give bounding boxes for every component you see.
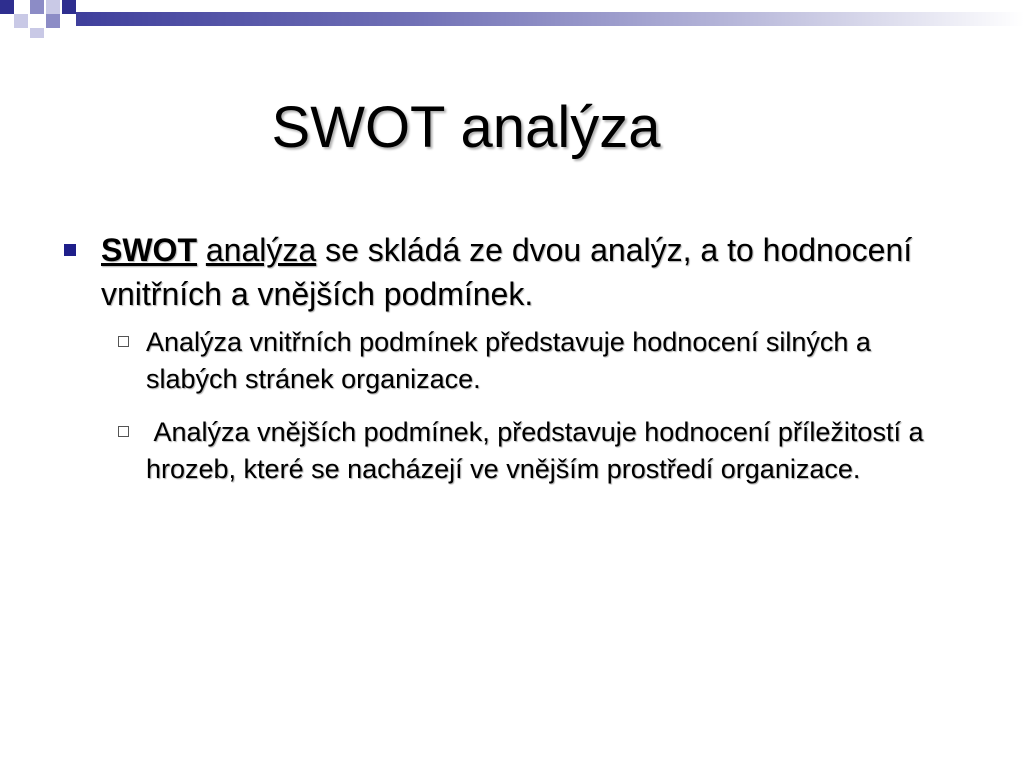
header-square-decoration bbox=[30, 28, 44, 38]
sub-bullet-text: Analýza vnitřních podmínek představuje hodnocení silných a slabých stránek organizace. bbox=[146, 327, 871, 394]
bullet-text: se skládá ze dvou analýz, a to hodnocení vnitřních a vnějších podmínek. bbox=[101, 232, 913, 312]
bullet-item-level2 bbox=[116, 324, 964, 398]
slide-body bbox=[64, 228, 964, 488]
header-square-decoration bbox=[0, 0, 14, 14]
header-square-decoration bbox=[14, 14, 28, 28]
hollow-square-icon bbox=[118, 426, 129, 437]
header-square-decoration bbox=[46, 14, 60, 28]
hollow-square-icon bbox=[118, 336, 129, 347]
slide-title: SWOT analýza bbox=[271, 95, 661, 160]
bullet-item-level1 bbox=[64, 228, 964, 316]
bullet-underlined-term: analýza bbox=[205, 232, 317, 268]
decorative-header-band bbox=[0, 0, 1024, 34]
bullet-bold-term: SWOT bbox=[101, 232, 197, 268]
header-gradient-bar bbox=[76, 12, 1024, 26]
filled-square-icon bbox=[64, 244, 76, 256]
header-square-decoration bbox=[30, 0, 44, 14]
header-square-decoration bbox=[62, 0, 76, 14]
header-square-decoration bbox=[46, 0, 60, 14]
bullet-item-level2 bbox=[116, 414, 964, 488]
sub-bullet-text: Analýza vnějších podmínek, představuje hodnocení příležitostí a hrozeb, které se nacházejí ve vnějším prostředí organizace. bbox=[146, 417, 931, 484]
